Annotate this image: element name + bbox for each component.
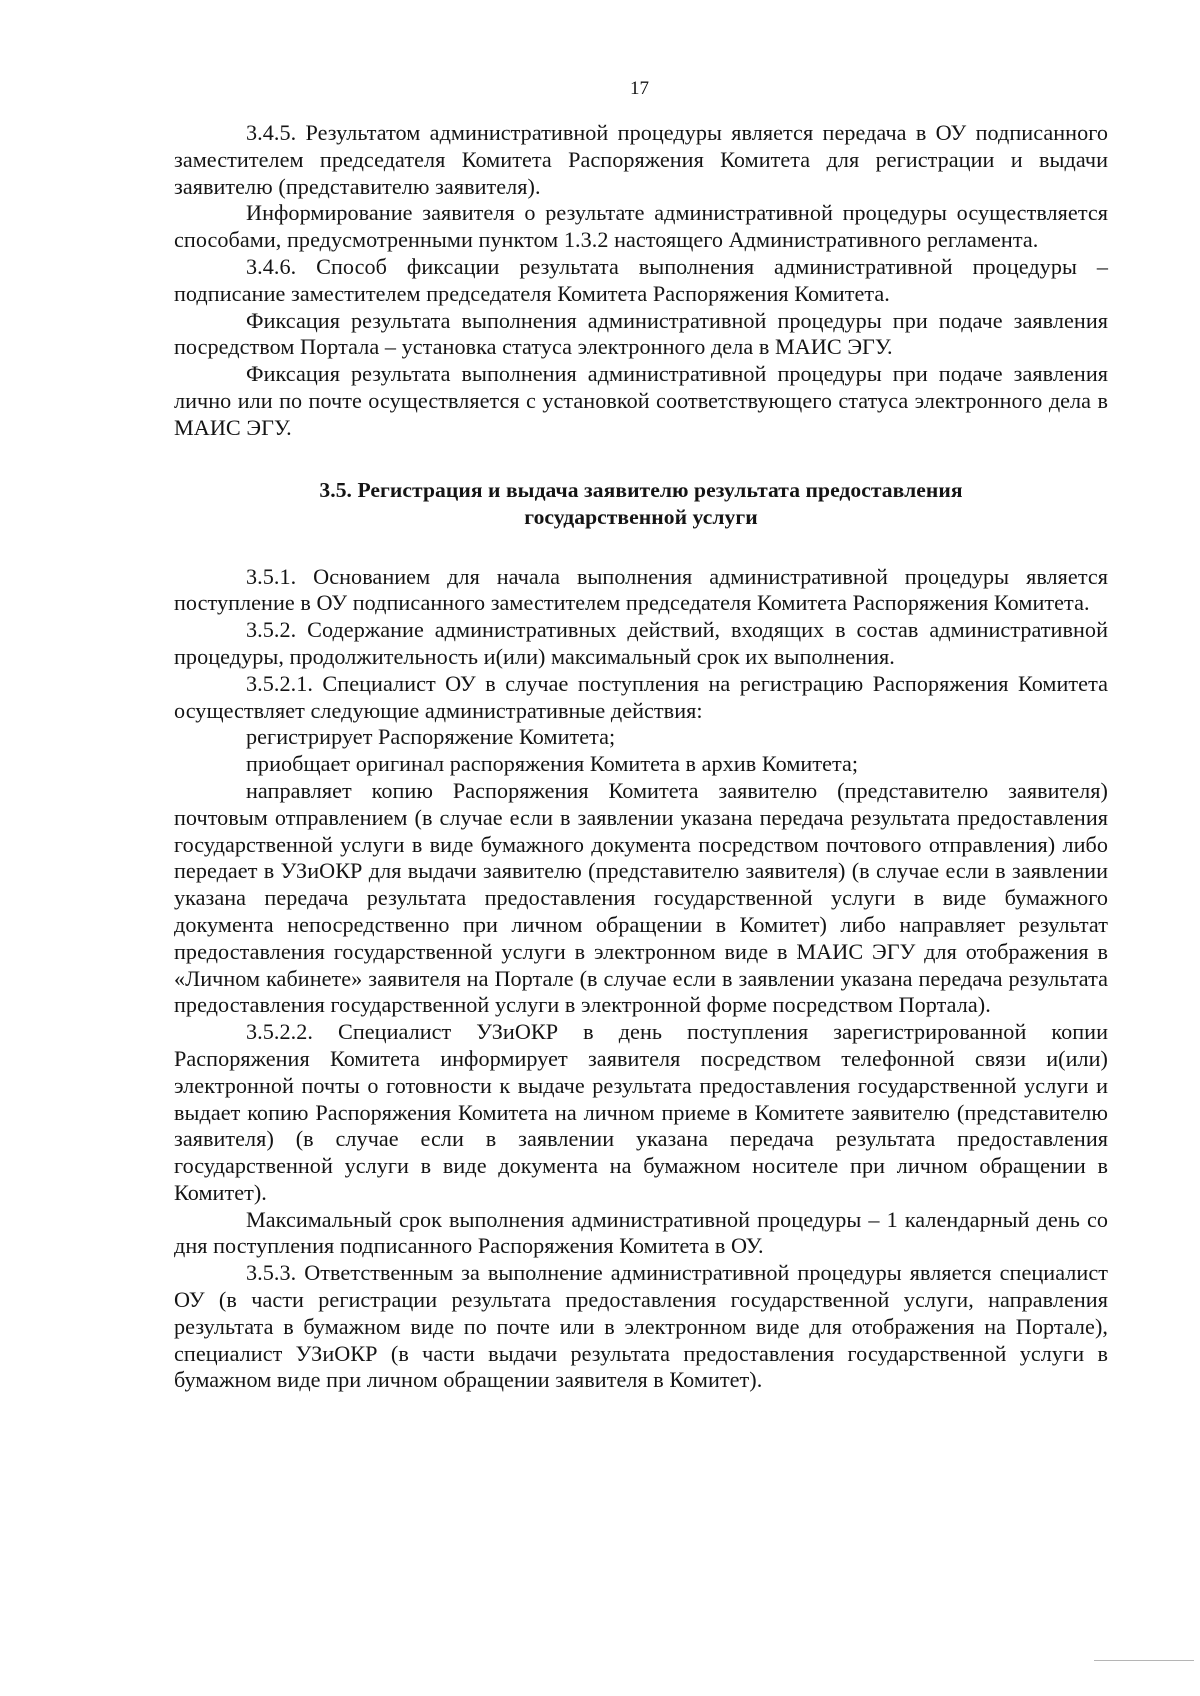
footer-divider	[1094, 1660, 1194, 1661]
section-heading-line-1: 3.5. Регистрация и выдача заявителю результата предоставления	[319, 477, 963, 502]
paragraph-fixation-personal: Фиксация результата выполнения административной процедуры при подаче заявления лично или по почте осуществляется с установкой соответствующего статуса электронного дела в МАИС ЭГУ.	[174, 361, 1108, 440]
paragraph-fixation-portal: Фиксация результата выполнения административной процедуры при подаче заявления посредством Портала – установка статуса электронного дела в МАИС ЭГУ.	[174, 307, 1108, 360]
page-number: 17	[630, 78, 649, 99]
document-body	[174, 120, 1108, 1394]
paragraph-3-4-6: 3.4.6. Способ фиксации результата выполнения административной процедуры – подписание заместителем председателя Комитета Распоряжения Комитета.	[174, 253, 1108, 306]
paragraph-3-5-2-2: 3.5.2.2. Специалист УЗиОКР в день поступления зарегистрированной копии Распоряжения Комитета информирует заявителя посредством телефонной связи и(или) электронной почты о готовности к выдаче результата предоставления государственной услуги и выдает копию Распоряжения Комитета на личном приеме в Комитете заявителю (представителю заявителя) (в случае если в заявлении указана передача результата предоставления государственной услуги в виде документа на бумажном носителе при личном обращении в Комитет).	[174, 1019, 1108, 1205]
paragraph-max-term: Максимальный срок выполнения административной процедуры – 1 календарный день со дня поступления подписанного Распоряжения Комитета в ОУ.	[174, 1206, 1108, 1259]
paragraph-informing: Информирование заявителя о результате административной процедуры осуществляется способами, предусмотренными пунктом 1.3.2 настоящего Административного регламента.	[174, 200, 1108, 253]
paragraph-action-send-copy: направляет копию Распоряжения Комитета заявителю (представителю заявителя) почтовым отправлением (в случае если в заявлении указана передача результата предоставления государственной услуги в виде бумажного документа посредством почтового отправления) либо передает в УЗиОКР для выдачи заявителю (представителю заявителя) (в случае если в заявлении указана передача результата предоставления государственной услуги в виде бумажного документа непосредственно при личном обращении в Комитет) либо направляет результат предоставления государственной услуги в электронном виде в МАИС ЭГУ для отображения в «Личном кабинете» заявителя на Портале (в случае если в заявлении указана передача результата предоставления государственной услуги в электронной форме посредством Портала).	[174, 777, 1108, 1018]
paragraph-3-4-5: 3.4.5. Результатом административной процедуры является передача в ОУ подписанного заместителем председателя Комитета Распоряжения Комитета для регистрации и выдачи заявителю (представителю заявителя).	[174, 120, 1108, 199]
paragraph-3-5-2-1: 3.5.2.1. Специалист ОУ в случае поступления на регистрацию Распоряжения Комитета осуществляет следующие административные действия:	[174, 670, 1108, 723]
paragraph-3-5-2: 3.5.2. Содержание административных действий, входящих в состав административной процедуры, продолжительность и(или) максимальный срок их выполнения.	[174, 617, 1108, 669]
paragraph-action-archive: приобщает оригинал распоряжения Комитета в архив Комитета;	[246, 751, 859, 777]
section-heading-3-5	[174, 477, 1108, 531]
section-heading-line-2: государственной услуги	[524, 504, 758, 529]
paragraph-3-5-1: 3.5.1. Основанием для начала выполнения административной процедуры является поступление в ОУ подписанного заместителем председателя Комитета Распоряжения Комитета.	[174, 563, 1108, 616]
paragraph-action-register: регистрирует Распоряжение Комитета;	[246, 724, 616, 750]
paragraph-3-5-3: 3.5.3. Ответственным за выполнение административной процедуры является специалист ОУ (в части регистрации результата предоставления государственной услуги, направления результата в бумажном виде по почте или в электронном виде для отображения на Портале), специалист УЗиОКР (в части выдачи результата предоставления государственной услуги в бумажном виде при личном обращении заявителя в Комитет).	[174, 1260, 1108, 1393]
